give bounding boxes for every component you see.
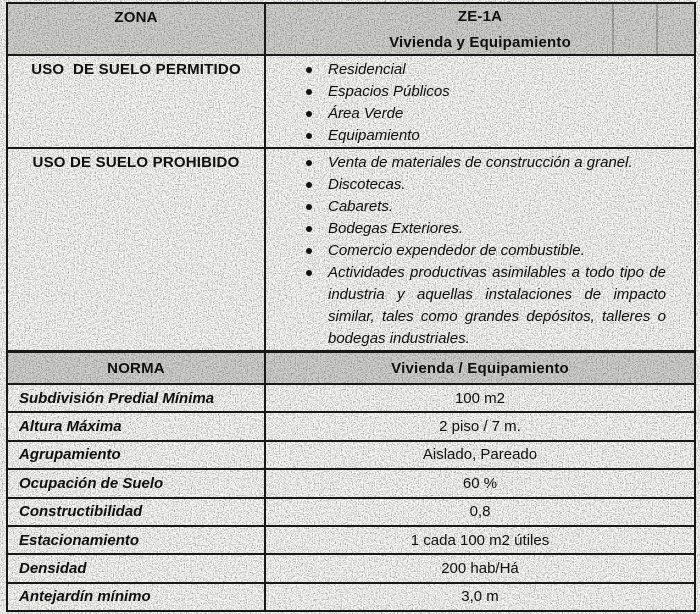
norma-header-row bbox=[8, 353, 694, 385]
rule-label: Constructibilidad bbox=[19, 503, 143, 521]
list-item bbox=[266, 174, 694, 196]
scan-artifact-line bbox=[656, 4, 658, 54]
list-item bbox=[266, 103, 694, 125]
rule-label: Agrupamiento bbox=[19, 446, 121, 464]
table-row bbox=[8, 555, 694, 583]
list-item bbox=[266, 152, 694, 174]
rule-value-cell bbox=[266, 499, 694, 525]
prohibited-use-list-cell bbox=[266, 149, 694, 350]
rule-value: 100 m2 bbox=[454, 389, 506, 407]
scan-artifact-line bbox=[612, 4, 614, 54]
bullet-icon bbox=[306, 270, 312, 276]
zona-label-cell bbox=[8, 4, 266, 54]
zone-code: ZE-1A bbox=[457, 8, 503, 25]
list-item bbox=[266, 196, 694, 218]
bullet-icon bbox=[306, 111, 312, 117]
permitted-use-row bbox=[8, 56, 694, 149]
rule-label-cell bbox=[8, 499, 266, 525]
bullet-icon bbox=[306, 89, 312, 95]
rule-value: 60 % bbox=[462, 474, 498, 492]
list-item-text: Espacios Públicos bbox=[328, 83, 450, 100]
rule-label-cell bbox=[8, 470, 266, 496]
table-row bbox=[8, 527, 694, 555]
rule-value-cell bbox=[266, 442, 694, 468]
norma-label-cell bbox=[8, 353, 266, 383]
list-item-text: Actividades productivas asimilables a todo tipo de industria y aquellas instalaciones de impacto similar, tales como grandes depósitos, talleres o bodegas industriales. bbox=[328, 264, 666, 347]
bullet-icon bbox=[306, 133, 312, 139]
table-row bbox=[8, 413, 694, 441]
rule-value: 3,0 m bbox=[461, 588, 499, 606]
rule-label: Estacionamiento bbox=[19, 531, 140, 549]
list-item-text: Área Verde bbox=[328, 105, 404, 122]
list-item-text: Residencial bbox=[328, 61, 406, 78]
norma-value-cell bbox=[266, 353, 694, 383]
rule-label: Ocupación de Suelo bbox=[19, 474, 164, 492]
norma-label: NORMA bbox=[107, 359, 165, 377]
bullet-icon bbox=[306, 182, 312, 188]
prohibited-use-row bbox=[8, 149, 694, 353]
list-item bbox=[266, 125, 694, 147]
table-row bbox=[8, 499, 694, 527]
rule-label: Antejardín mínimo bbox=[19, 588, 151, 606]
rule-value: Aislado, Pareado bbox=[422, 446, 538, 464]
rule-label: Densidad bbox=[19, 559, 87, 577]
rule-value: 2 piso / 7 m. bbox=[439, 418, 521, 436]
list-item-text: Comercio expendedor de combustible. bbox=[328, 242, 585, 259]
bullet-icon bbox=[306, 226, 312, 232]
zoning-table bbox=[6, 2, 696, 612]
list-item bbox=[266, 262, 694, 350]
list-item bbox=[266, 59, 694, 81]
permitted-use-list-cell bbox=[266, 56, 694, 147]
rule-label-cell bbox=[8, 442, 266, 468]
rule-label-cell bbox=[8, 527, 266, 553]
rule-label: Altura Máxima bbox=[19, 418, 122, 436]
prohibited-use-list bbox=[266, 149, 694, 350]
rule-label: Subdivisión Predial Mínima bbox=[19, 389, 215, 407]
rule-value-cell bbox=[266, 527, 694, 553]
table-row bbox=[8, 442, 694, 470]
table-row bbox=[8, 385, 694, 413]
bullet-icon bbox=[306, 204, 312, 210]
zone-name: Vivienda y Equipamiento bbox=[389, 34, 571, 51]
list-item bbox=[266, 218, 694, 240]
rule-label-cell bbox=[8, 385, 266, 411]
list-item-text: Cabarets. bbox=[328, 198, 394, 215]
table-row bbox=[8, 584, 694, 610]
rule-value-cell bbox=[266, 385, 694, 411]
rule-label-cell bbox=[8, 413, 266, 439]
rule-value: 0,8 bbox=[469, 503, 491, 521]
list-item-text: Venta de materiales de construcción a granel. bbox=[328, 154, 633, 171]
list-item bbox=[266, 81, 694, 103]
bullet-icon bbox=[306, 160, 312, 166]
list-item-text: Discotecas. bbox=[328, 176, 406, 193]
rule-label-cell bbox=[8, 584, 266, 610]
rule-value: 1 cada 100 m2 útiles bbox=[410, 531, 550, 549]
list-item bbox=[266, 240, 694, 262]
permitted-use-label: USO DE SUELO PERMITIDO bbox=[31, 61, 241, 78]
permitted-use-list bbox=[266, 56, 694, 147]
prohibited-use-label: USO DE SUELO PROHIBIDO bbox=[32, 154, 240, 171]
rule-value: 200 hab/Há bbox=[441, 559, 519, 577]
zona-label: ZONA bbox=[114, 9, 158, 26]
table-row bbox=[8, 470, 694, 498]
zone-header-row bbox=[8, 4, 694, 56]
norma-value: Vivienda / Equipamiento bbox=[391, 359, 569, 377]
rule-value-cell bbox=[266, 413, 694, 439]
list-item-text: Equipamiento bbox=[328, 127, 420, 144]
list-item-text: Bodegas Exteriores. bbox=[328, 220, 464, 237]
bullet-icon bbox=[306, 248, 312, 254]
permitted-use-label-cell bbox=[8, 56, 266, 147]
rule-value-cell bbox=[266, 584, 694, 610]
prohibited-use-label-cell bbox=[8, 149, 266, 350]
zone-value-cell bbox=[266, 4, 694, 54]
bullet-icon bbox=[306, 67, 312, 73]
rule-value-cell bbox=[266, 555, 694, 581]
rule-label-cell bbox=[8, 555, 266, 581]
rule-value-cell bbox=[266, 470, 694, 496]
